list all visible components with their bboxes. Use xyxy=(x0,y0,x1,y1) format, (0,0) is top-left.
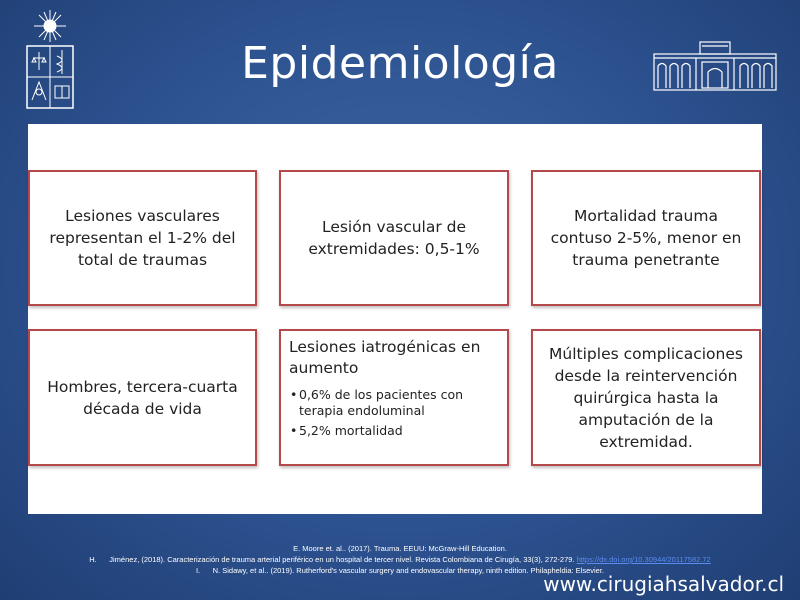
box-text: Mortalidad trauma contuso 2-5%, menor en trauma penetrante xyxy=(550,207,742,269)
reference-text: N. Sidawy, et al.. (2019). Rutherford's vascular surgery and endovascular therapy, ninth edition. Philapheldia: Elsevier. xyxy=(212,566,605,575)
reference-1: E. Moore et. al.. (2017). Trauma. EEUU: McGraw-Hill Education. xyxy=(293,544,507,553)
box-complications xyxy=(531,329,761,466)
reference-text: Jiménez, (2018). Caracterización de trauma arterial periférico en un hospital de tercer nivel. Revista Colombiana de Cirugía, 33(3), 272-279. xyxy=(109,555,575,564)
bullet-list xyxy=(289,387,499,443)
box-iatrogenic xyxy=(279,329,509,466)
box-vascular-lesions xyxy=(28,170,257,306)
box-text: Lesiones vasculares representan el 1-2% del total de traumas xyxy=(49,207,236,269)
reference-marker: H. xyxy=(89,555,97,564)
bullet-item: • 0,6% de los pacientes con terapia endoluminal xyxy=(299,387,499,419)
reference-link[interactable]: https://dx.doi.org/10.30944/20117582.72 xyxy=(576,555,711,564)
box-heading: Lesiones iatrogénicas en aumento xyxy=(289,338,481,377)
website-url: www.cirugiahsalvador.cl xyxy=(543,572,784,596)
reference-marker: I. xyxy=(195,566,201,575)
box-text: Hombres, tercera-cuarta década de vida xyxy=(47,377,238,418)
box-extremity-lesions xyxy=(279,170,509,306)
box-demographics xyxy=(28,329,257,466)
slide-title: Epidemiología xyxy=(241,38,559,89)
content-panel xyxy=(28,124,762,514)
box-text: Lesión vascular de extremidades: 0,5-1% xyxy=(308,218,480,258)
bullet-item: • 5,2% mortalidad xyxy=(299,423,499,439)
reference-2 xyxy=(0,554,800,565)
box-mortality xyxy=(531,170,761,306)
box-text: Múltiples complicaciones desde la reintervención quirúrgica hasta la amputación de la extremidad. xyxy=(549,344,743,451)
